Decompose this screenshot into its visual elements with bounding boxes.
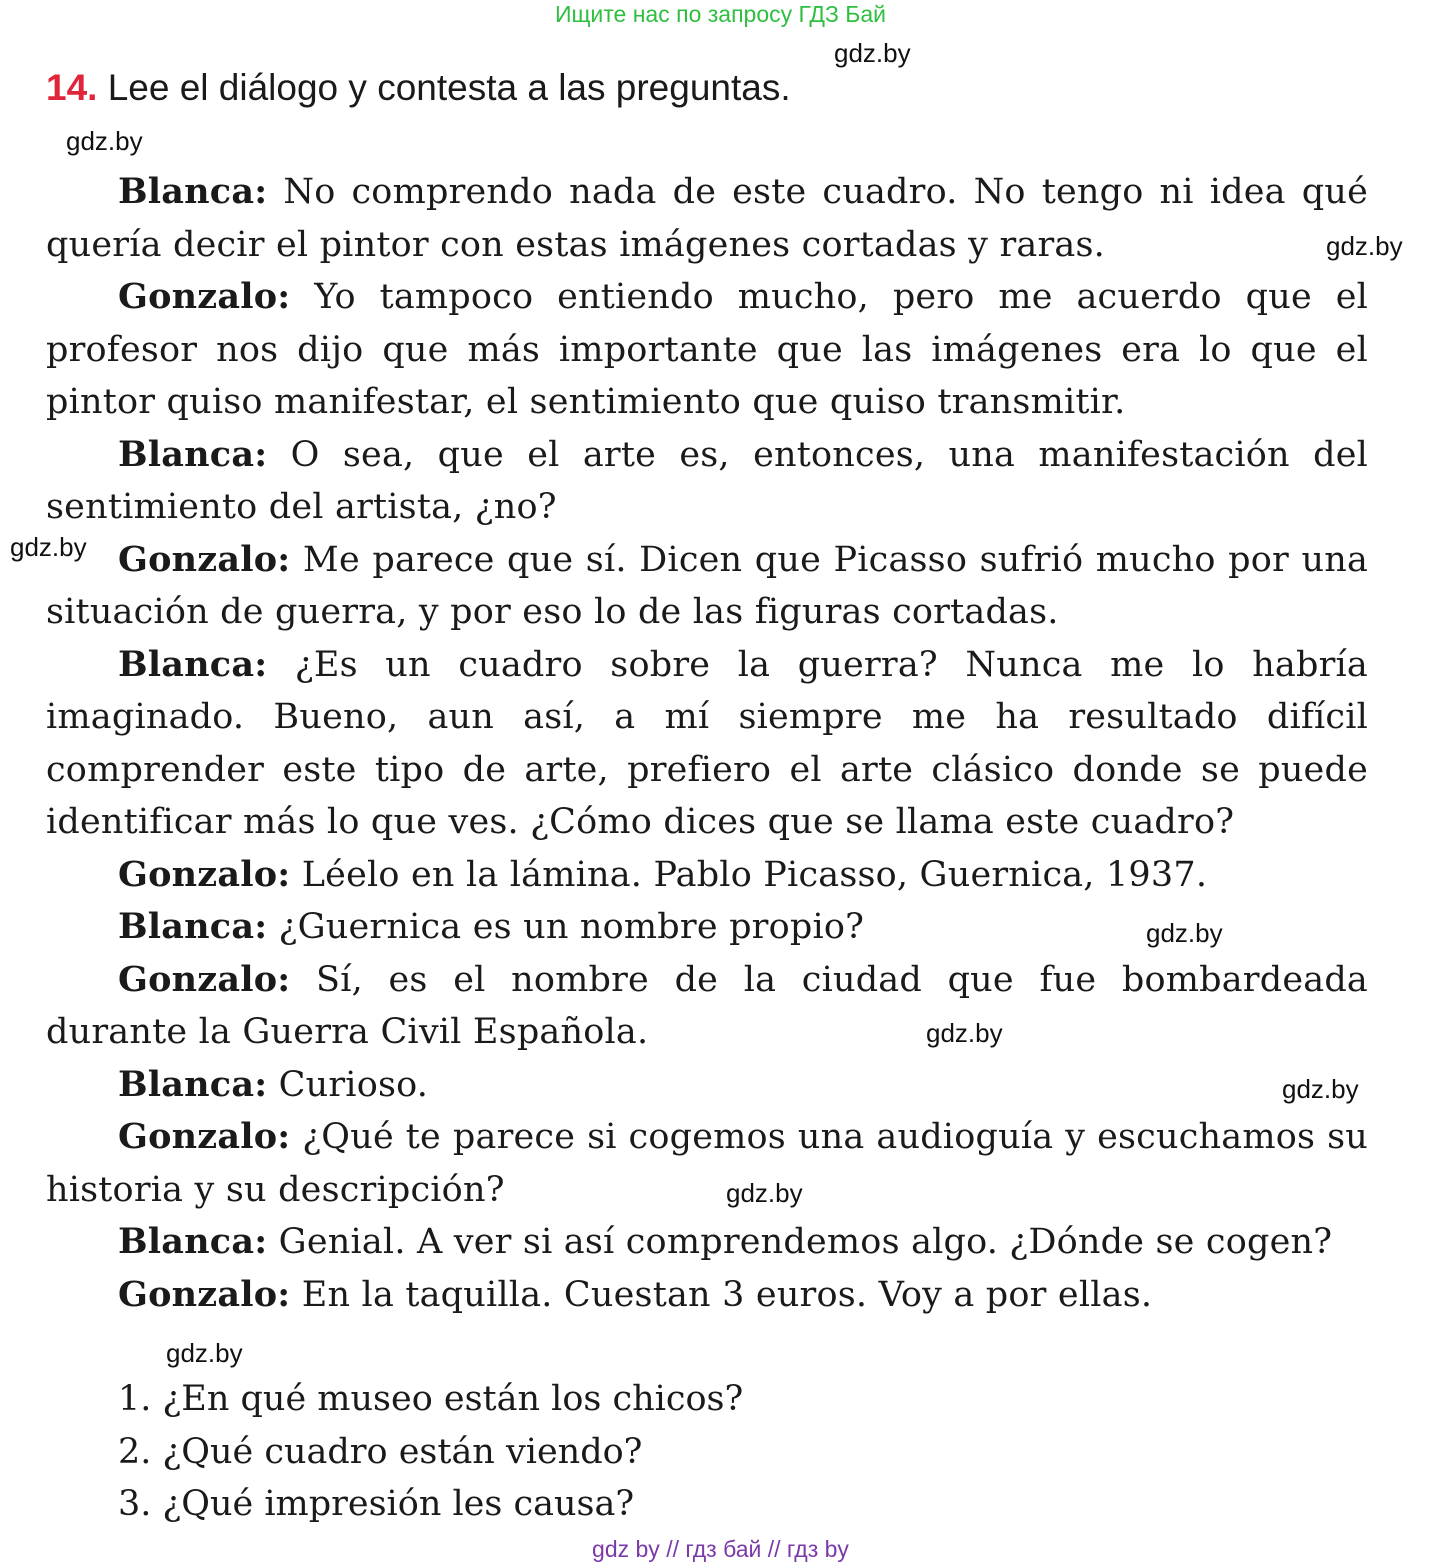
watermark: gdz.by bbox=[166, 1338, 243, 1368]
dialogue-line bbox=[46, 429, 1368, 534]
watermark: gdz.by bbox=[1326, 231, 1403, 261]
dialogue-text: ¿Qué te parece si cogemos una audioguía y escuchamos su historia y su descripción? bbox=[46, 1117, 1368, 1210]
speaker-name: Blanca: bbox=[118, 1063, 268, 1105]
dialogue-text: Léelo en la lámina. Pablo Picasso, Guernica, 1937. bbox=[301, 854, 1208, 895]
dialogue-line bbox=[46, 166, 1368, 271]
dialogue-text: Genial. A ver si así comprendemos algo. ¿Dónde se cogen? bbox=[278, 1222, 1333, 1262]
question-item: 1. ¿En qué museo están los chicos? bbox=[118, 1379, 744, 1419]
dialogue-line bbox=[46, 1216, 1368, 1269]
task-instruction: Lee el diálogo y contesta a las preguntas. bbox=[107, 67, 791, 108]
question-item: 3. ¿Qué impresión les causa? bbox=[118, 1484, 635, 1524]
dialogue-line bbox=[46, 849, 1368, 902]
dialogue-line bbox=[46, 1059, 1368, 1112]
search-banner: Ищите нас по запросу ГДЗ Бай bbox=[554, 1, 887, 27]
watermark: gdz.by bbox=[10, 532, 87, 562]
speaker-name: Gonzalo: bbox=[118, 853, 291, 895]
dialogue-text: O sea, que el arte es, entonces, una manifestación del sentimiento del artista, ¿no? bbox=[46, 434, 1369, 527]
dialogue-line bbox=[46, 639, 1368, 849]
watermark: gdz.by bbox=[66, 126, 143, 156]
speaker-name: Blanca: bbox=[118, 643, 268, 685]
speaker-name: Blanca: bbox=[118, 906, 268, 947]
dialogue-text: Curioso. bbox=[278, 1064, 429, 1105]
task-heading bbox=[46, 64, 791, 112]
dialogue-text: Me parece que sí. Dicen que Picasso sufrió mucho por una situación de guerra, y por eso lo de las figuras cortadas. bbox=[46, 539, 1369, 632]
speaker-name: Gonzalo: bbox=[118, 538, 291, 580]
watermark: gdz.by bbox=[1146, 918, 1223, 948]
speaker-name: Gonzalo: bbox=[118, 1116, 291, 1157]
speaker-name: Blanca: bbox=[118, 1221, 268, 1262]
dialogue-line bbox=[46, 954, 1368, 1059]
speaker-name: Gonzalo: bbox=[118, 1273, 291, 1315]
dialogue-line bbox=[46, 271, 1368, 429]
questions-list bbox=[118, 1373, 743, 1531]
dialogue-text: En la taquilla. Cuestan 3 euros. Voy a por ellas. bbox=[301, 1274, 1153, 1315]
dialogue bbox=[46, 166, 1368, 1321]
dialogue-text: Sí, es el nombre de la ciudad que fue bombardeada durante la Guerra Civil Española. bbox=[46, 959, 1368, 1052]
task-number: 14. bbox=[46, 67, 98, 108]
watermark: gdz.by bbox=[726, 1178, 803, 1208]
watermark: gdz.by bbox=[834, 38, 911, 68]
dialogue-text: ¿Es un cuadro sobre la guerra? Nunca me lo habría imaginado. Bueno, aun así, a mí siempre me ha resultado difícil comprender este tipo de arte, prefiero el arte clásico donde se puede identificar más lo que ves. ¿Cómo dices que se llama este cuadro? bbox=[46, 644, 1368, 842]
speaker-name: Gonzalo: bbox=[118, 276, 291, 317]
dialogue-line bbox=[46, 1111, 1368, 1216]
dialogue-line bbox=[46, 534, 1368, 639]
speaker-name: Blanca: bbox=[118, 171, 268, 212]
footer-watermark: gdz by // гдз бай // гдз by bbox=[592, 1536, 849, 1562]
speaker-name: Gonzalo: bbox=[118, 958, 291, 1000]
dialogue-text: Yo tampoco entiendo mucho, pero me acuerdo que el profesor nos dijo que más importante que las imágenes era lo que el pintor quiso manifestar, el sentimiento que quiso transmitir. bbox=[46, 277, 1369, 422]
dialogue-text: No comprendo nada de este cuadro. No tengo ni idea qué quería decir el pintor con estas imágenes cortadas y raras. bbox=[46, 172, 1369, 265]
speaker-name: Blanca: bbox=[118, 433, 268, 475]
watermark: gdz.by bbox=[1282, 1074, 1359, 1104]
dialogue-text: ¿Guernica es un nombre propio? bbox=[278, 907, 865, 947]
question-item: 2. ¿Qué cuadro están viendo? bbox=[118, 1431, 643, 1472]
dialogue-line bbox=[46, 1269, 1368, 1322]
watermark: gdz.by bbox=[926, 1018, 1003, 1048]
